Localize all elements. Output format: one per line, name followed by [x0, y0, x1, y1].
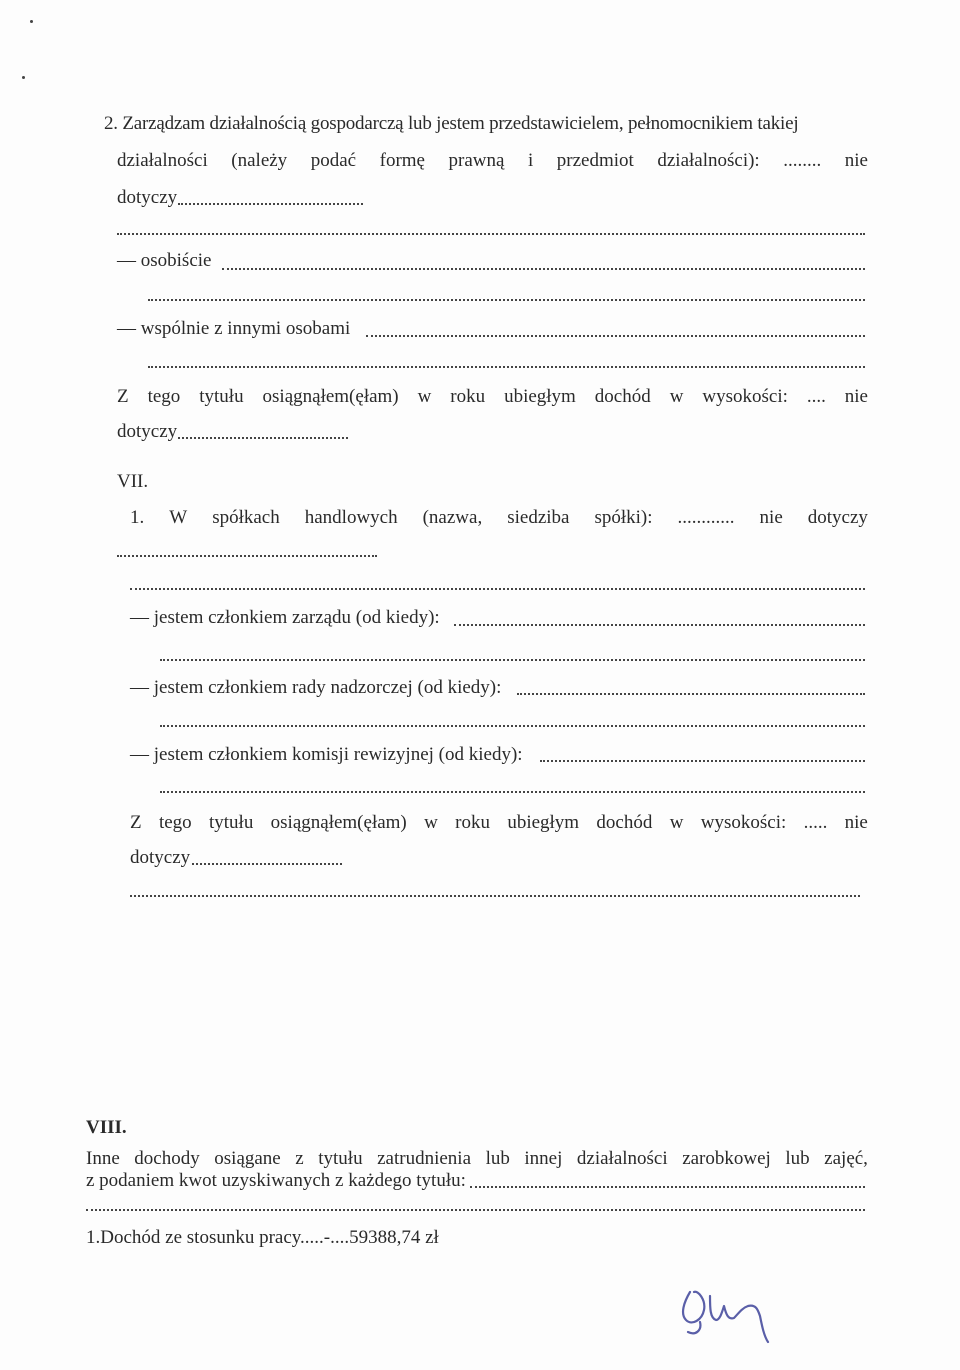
- fill-dots: [222, 268, 865, 270]
- word: tytułu: [318, 1148, 363, 1169]
- word: dochód: [596, 812, 653, 833]
- s7-board-member: — jestem członkiem zarządu (od kiedy):: [130, 607, 440, 628]
- s2-line-1: 2. Zarządzam działalnością gospodarczą lub jestem przedstawicielem, pełnomocnikiem takiej: [104, 113, 799, 134]
- word: lub: [485, 1148, 510, 1169]
- fill-dots: [192, 863, 342, 865]
- word: ........: [783, 150, 822, 171]
- fill-dots: [117, 233, 865, 235]
- fill-dots: [130, 588, 865, 590]
- fill-dots: [454, 624, 865, 626]
- s7-audit-member: — jestem członkiem komisji rewizyjnej (od kiedy):: [130, 744, 523, 765]
- word: osiągnąłem(ęłam): [262, 386, 399, 407]
- word: dotyczy: [807, 507, 868, 528]
- word: z: [295, 1148, 304, 1169]
- word: tytułu: [208, 812, 254, 833]
- s7-income: [130, 812, 868, 834]
- word: dochody: [134, 1148, 200, 1169]
- word: .....: [803, 812, 828, 833]
- scan-speck: [30, 20, 33, 23]
- word: osiągane: [214, 1148, 281, 1169]
- word: wysokości:: [702, 386, 788, 407]
- word: lub: [785, 1148, 810, 1169]
- word: zajęć,: [824, 1148, 868, 1169]
- word: działalności: [576, 1148, 668, 1169]
- word: podać: [310, 150, 357, 171]
- word: i: [527, 150, 534, 171]
- word: zarobkowej: [682, 1148, 771, 1169]
- word: W: [169, 507, 188, 528]
- word: przedmiot: [556, 150, 634, 171]
- word: roku: [450, 386, 486, 407]
- s2-income-line-2: dotyczy: [117, 421, 178, 442]
- fill-dots: [366, 335, 865, 337]
- word: roku: [455, 812, 490, 833]
- word: tego: [158, 812, 192, 833]
- word: w: [669, 386, 684, 407]
- word: nie: [844, 150, 868, 171]
- word: ............: [677, 507, 735, 528]
- s8-employment-income: 1.Dochód ze stosunku pracy.....-....59388,74 zł: [86, 1227, 439, 1248]
- word: (nazwa,: [422, 507, 483, 528]
- word: ubiegłym: [504, 386, 576, 407]
- fill-dots: [178, 203, 363, 205]
- word: w: [424, 812, 438, 833]
- word: spółki):: [594, 507, 653, 528]
- fill-dots: [130, 895, 860, 897]
- fill-dots: [148, 299, 865, 301]
- word: Z: [117, 386, 129, 407]
- s8-line-1: [86, 1148, 868, 1170]
- fill-dots: [160, 791, 865, 793]
- word: nie: [759, 507, 783, 528]
- section-vii-heading: VII.: [117, 471, 149, 492]
- word: 1.: [130, 507, 145, 528]
- section-viii-heading: VIII.: [86, 1117, 127, 1138]
- word: ....: [806, 386, 826, 407]
- signature-mark: [676, 1280, 786, 1350]
- fill-dots: [160, 659, 865, 661]
- fill-dots: [148, 366, 865, 368]
- word: Z: [130, 812, 142, 833]
- s2-income: [117, 386, 868, 408]
- word: w: [417, 386, 432, 407]
- word: w: [669, 812, 684, 833]
- s2-jointly: — wspólnie z innymi osobami: [117, 318, 351, 339]
- word: wysokości:: [700, 812, 787, 833]
- word: działalności):: [657, 150, 760, 171]
- fill-dots: [160, 725, 865, 727]
- s2-line-3: dotyczy: [117, 187, 178, 208]
- word: innej: [524, 1148, 563, 1169]
- scan-speck: [22, 76, 25, 79]
- word: nie: [844, 812, 868, 833]
- word: ubiegłym: [507, 812, 580, 833]
- word: dochód: [594, 386, 651, 407]
- fill-dots: [86, 1209, 865, 1211]
- s2-line-2: [117, 150, 868, 172]
- fill-dots: [117, 555, 377, 557]
- word: Inne: [86, 1148, 120, 1169]
- word: (należy: [231, 150, 288, 171]
- word: prawną: [448, 150, 505, 171]
- word: formę: [379, 150, 425, 171]
- word: siedziba: [507, 507, 570, 528]
- s8-line-2: z podaniem kwot uzyskiwanych z każdego tytułu:: [86, 1170, 466, 1191]
- word: tego: [147, 386, 181, 407]
- fill-dots: [470, 1186, 865, 1188]
- s2-personal: — osobiście: [117, 250, 212, 271]
- word: nie: [844, 386, 868, 407]
- word: tytułu: [199, 386, 244, 407]
- word: handlowych: [304, 507, 398, 528]
- word: spółkach: [212, 507, 280, 528]
- fill-dots: [517, 693, 865, 695]
- word: działalności: [117, 150, 208, 171]
- s7-income-line-2: dotyczy: [130, 847, 191, 868]
- s7-companies: [130, 507, 868, 529]
- word: osiągnąłem(ęłam): [270, 812, 407, 833]
- s7-supervisory-member: — jestem członkiem rady nadzorczej (od kiedy):: [130, 677, 502, 698]
- word: zatrudnienia: [377, 1148, 472, 1169]
- fill-dots: [540, 760, 865, 762]
- fill-dots: [178, 437, 348, 439]
